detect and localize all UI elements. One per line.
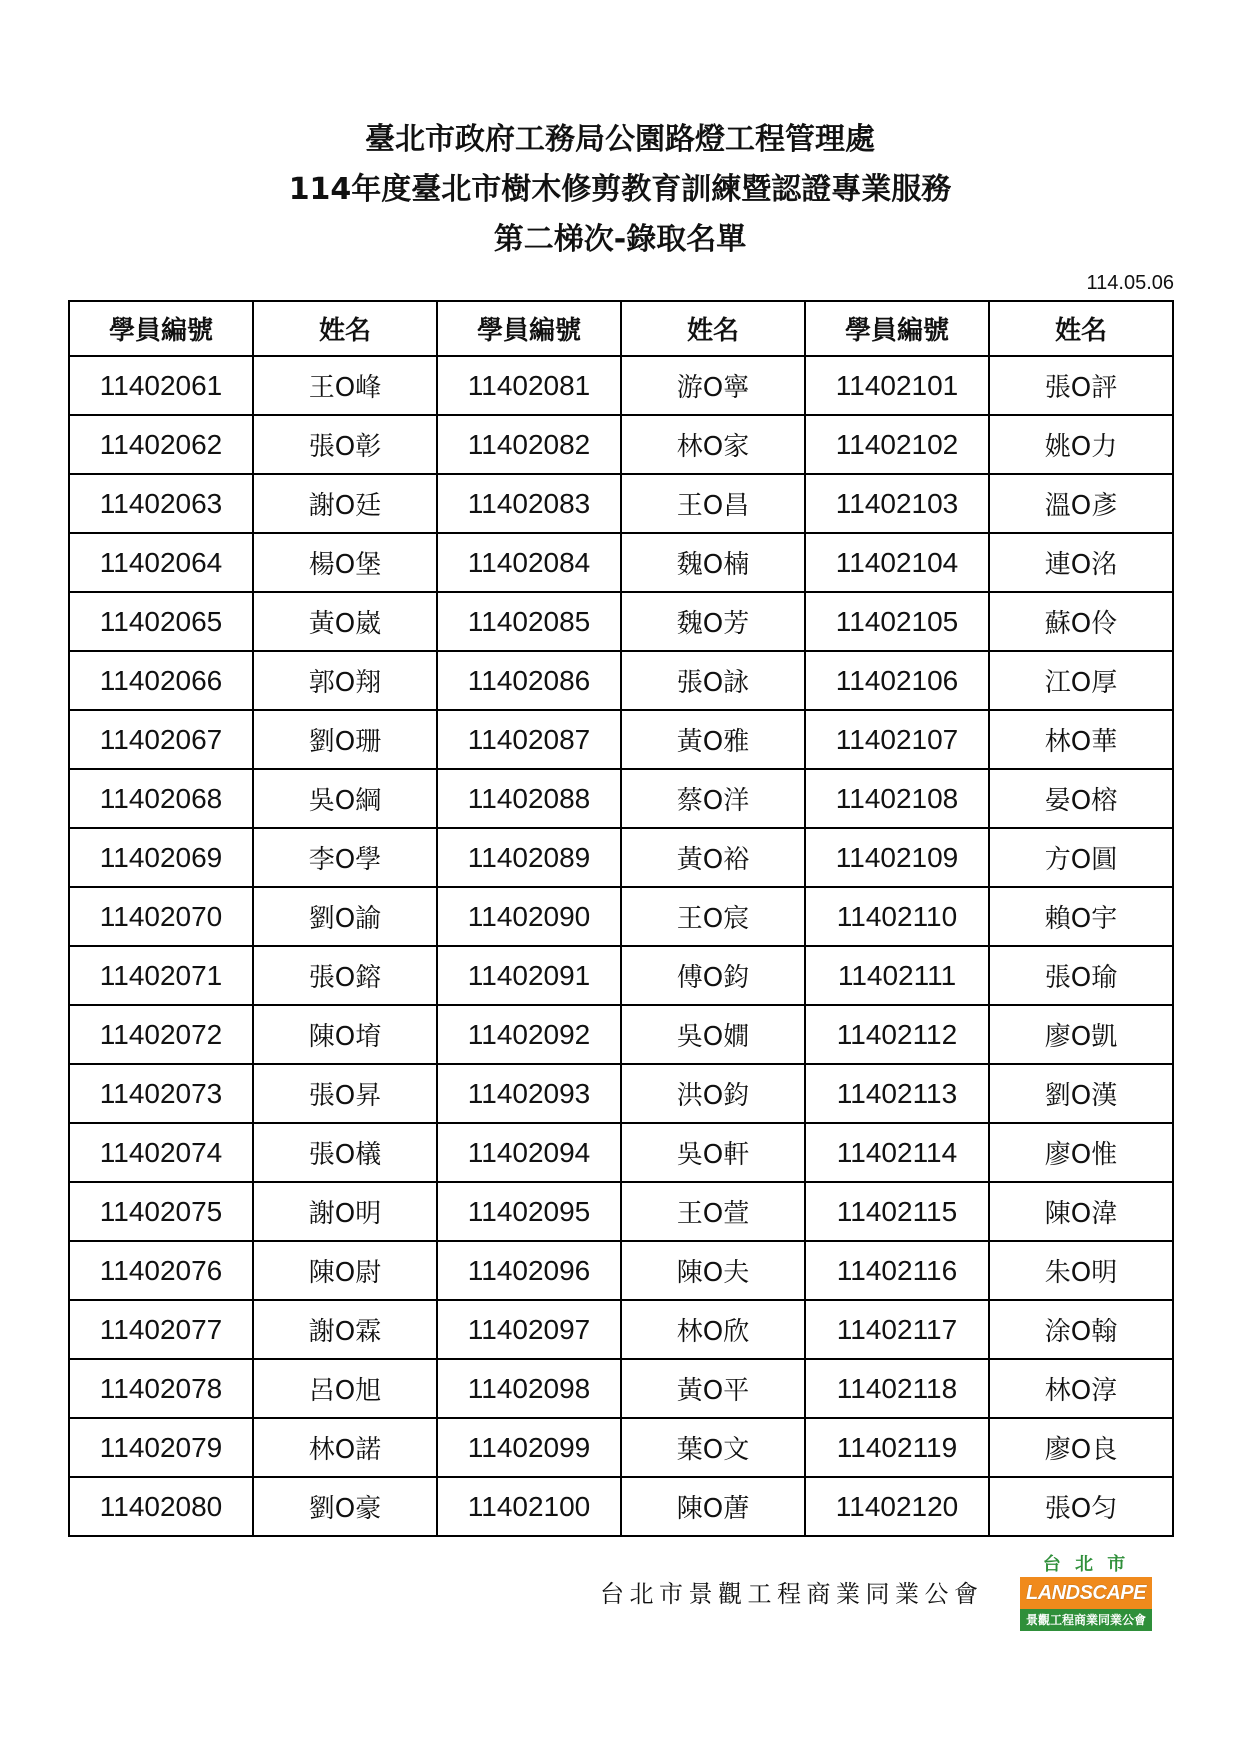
- student-name-cell: 呂O旭: [253, 1359, 437, 1418]
- student-id-cell: 11402066: [69, 651, 253, 710]
- table-row: [69, 533, 1173, 592]
- student-id-cell: 11402113: [805, 1064, 989, 1123]
- student-name-cell: 晏O榕: [989, 769, 1173, 828]
- student-id-cell: 11402114: [805, 1123, 989, 1182]
- student-name-cell: 張O昇: [253, 1064, 437, 1123]
- document-date: 114.05.06: [1086, 272, 1174, 294]
- student-name-cell: 劉O珊: [253, 710, 437, 769]
- student-id-cell: 11402105: [805, 592, 989, 651]
- student-id-cell: 11402087: [437, 710, 621, 769]
- student-name-cell: 陳O堉: [253, 1005, 437, 1064]
- student-id-cell: 11402108: [805, 769, 989, 828]
- table-row: [69, 1123, 1173, 1182]
- student-id-cell: 11402062: [69, 415, 253, 474]
- table-body: [69, 356, 1173, 1536]
- student-id-cell: 11402079: [69, 1418, 253, 1477]
- student-id-cell: 11402074: [69, 1123, 253, 1182]
- student-name-cell: 黃O裕: [621, 828, 805, 887]
- student-name-cell: 張O鎔: [253, 946, 437, 1005]
- student-name-cell: 吳O軒: [621, 1123, 805, 1182]
- student-id-cell: 11402082: [437, 415, 621, 474]
- student-name-cell: 連O洺: [989, 533, 1173, 592]
- table-row: [69, 356, 1173, 415]
- student-name-cell: 謝O廷: [253, 474, 437, 533]
- student-id-cell: 11402119: [805, 1418, 989, 1477]
- student-name-cell: 王O萱: [621, 1182, 805, 1241]
- student-id-cell: 11402072: [69, 1005, 253, 1064]
- header-row: [69, 301, 1173, 356]
- student-name-cell: 洪O鈞: [621, 1064, 805, 1123]
- student-id-cell: 11402097: [437, 1300, 621, 1359]
- student-name-cell: 李O學: [253, 828, 437, 887]
- header-student-id: 學員編號: [437, 301, 621, 356]
- admission-list-table: [68, 300, 1174, 1537]
- student-id-cell: 11402090: [437, 887, 621, 946]
- student-name-cell: 蘇O伶: [989, 592, 1173, 651]
- table-row: [69, 710, 1173, 769]
- student-id-cell: 11402107: [805, 710, 989, 769]
- student-id-cell: 11402117: [805, 1300, 989, 1359]
- table-header: [69, 301, 1173, 356]
- student-name-cell: 葉O文: [621, 1418, 805, 1477]
- student-id-cell: 11402075: [69, 1182, 253, 1241]
- student-name-cell: 張O彰: [253, 415, 437, 474]
- student-name-cell: 謝O霖: [253, 1300, 437, 1359]
- table-row: [69, 1064, 1173, 1123]
- footer-organization: 台北市景觀工程商業同業公會: [600, 1580, 984, 1608]
- student-id-cell: 11402064: [69, 533, 253, 592]
- table-row: [69, 651, 1173, 710]
- table-row: [69, 769, 1173, 828]
- student-name-cell: 廖O良: [989, 1418, 1173, 1477]
- header-student-id: 學員編號: [69, 301, 253, 356]
- table-row: [69, 1477, 1173, 1536]
- student-name-cell: 傅O鈞: [621, 946, 805, 1005]
- student-id-cell: 11402098: [437, 1359, 621, 1418]
- student-id-cell: 11402096: [437, 1241, 621, 1300]
- student-name-cell: 魏O楠: [621, 533, 805, 592]
- student-name-cell: 王O宸: [621, 887, 805, 946]
- student-name-cell: 張O瑜: [989, 946, 1173, 1005]
- student-id-cell: 11402116: [805, 1241, 989, 1300]
- student-id-cell: 11402101: [805, 356, 989, 415]
- table-row: [69, 1241, 1173, 1300]
- student-id-cell: 11402089: [437, 828, 621, 887]
- student-id-cell: 11402078: [69, 1359, 253, 1418]
- table-row: [69, 1300, 1173, 1359]
- student-id-cell: 11402110: [805, 887, 989, 946]
- student-name-cell: 謝O明: [253, 1182, 437, 1241]
- table-row: [69, 828, 1173, 887]
- table-row: [69, 592, 1173, 651]
- table-row: [69, 474, 1173, 533]
- student-id-cell: 11402111: [805, 946, 989, 1005]
- student-id-cell: 11402085: [437, 592, 621, 651]
- student-id-cell: 11402100: [437, 1477, 621, 1536]
- student-id-cell: 11402088: [437, 769, 621, 828]
- student-id-cell: 11402102: [805, 415, 989, 474]
- student-name-cell: 魏O芳: [621, 592, 805, 651]
- student-id-cell: 11402099: [437, 1418, 621, 1477]
- student-id-cell: 11402070: [69, 887, 253, 946]
- student-name-cell: 劉O漢: [989, 1064, 1173, 1123]
- student-id-cell: 11402061: [69, 356, 253, 415]
- student-id-cell: 11402077: [69, 1300, 253, 1359]
- student-id-cell: 11402076: [69, 1241, 253, 1300]
- student-name-cell: 涂O翰: [989, 1300, 1173, 1359]
- table-row: [69, 1359, 1173, 1418]
- student-name-cell: 劉O豪: [253, 1477, 437, 1536]
- document-title: 臺北市政府工務局公園路燈工程管理處: [365, 122, 875, 157]
- student-id-cell: 11402091: [437, 946, 621, 1005]
- student-id-cell: 11402083: [437, 474, 621, 533]
- student-name-cell: 王O昌: [621, 474, 805, 533]
- student-id-cell: 11402112: [805, 1005, 989, 1064]
- student-id-cell: 11402103: [805, 474, 989, 533]
- student-id-cell: 11402081: [437, 356, 621, 415]
- student-name-cell: 蔡O洋: [621, 769, 805, 828]
- student-id-cell: 11402073: [69, 1064, 253, 1123]
- student-id-cell: 11402118: [805, 1359, 989, 1418]
- student-id-cell: 11402109: [805, 828, 989, 887]
- student-id-cell: 11402071: [69, 946, 253, 1005]
- student-name-cell: 江O厚: [989, 651, 1173, 710]
- student-name-cell: 姚O力: [989, 415, 1173, 474]
- logo-association-text: 景觀工程商業同業公會: [1020, 1609, 1152, 1631]
- student-name-cell: 林O家: [621, 415, 805, 474]
- student-name-cell: 張O匀: [989, 1477, 1173, 1536]
- table-row: [69, 887, 1173, 946]
- student-name-cell: 楊O堡: [253, 533, 437, 592]
- student-name-cell: 溫O彥: [989, 474, 1173, 533]
- student-name-cell: 張O檥: [253, 1123, 437, 1182]
- student-name-cell: 游O寧: [621, 356, 805, 415]
- student-id-cell: 11402094: [437, 1123, 621, 1182]
- student-id-cell: 11402115: [805, 1182, 989, 1241]
- student-name-cell: 黃O崴: [253, 592, 437, 651]
- logo-city-text: 台 北 市: [1042, 1554, 1130, 1575]
- header-name: 姓名: [989, 301, 1173, 356]
- student-id-cell: 11402120: [805, 1477, 989, 1536]
- header-name: 姓名: [253, 301, 437, 356]
- student-id-cell: 11402095: [437, 1182, 621, 1241]
- student-id-cell: 11402084: [437, 533, 621, 592]
- student-name-cell: 陳O夫: [621, 1241, 805, 1300]
- student-id-cell: 11402093: [437, 1064, 621, 1123]
- student-id-cell: 11402068: [69, 769, 253, 828]
- table-row: [69, 1182, 1173, 1241]
- table-row: [69, 946, 1173, 1005]
- student-name-cell: 劉O諭: [253, 887, 437, 946]
- student-name-cell: 陳O尉: [253, 1241, 437, 1300]
- student-name-cell: 吳O綱: [253, 769, 437, 828]
- student-name-cell: 林O諾: [253, 1418, 437, 1477]
- student-name-cell: 賴O宇: [989, 887, 1173, 946]
- student-name-cell: 廖O惟: [989, 1123, 1173, 1182]
- table-row: [69, 1418, 1173, 1477]
- student-name-cell: 郭O翔: [253, 651, 437, 710]
- association-logo: [1020, 1553, 1152, 1631]
- header-student-id: 學員編號: [805, 301, 989, 356]
- student-name-cell: 林O華: [989, 710, 1173, 769]
- student-name-cell: 陳O湋: [989, 1182, 1173, 1241]
- student-id-cell: 11402104: [805, 533, 989, 592]
- student-id-cell: 11402063: [69, 474, 253, 533]
- student-id-cell: 11402069: [69, 828, 253, 887]
- student-name-cell: 吳O嫺: [621, 1005, 805, 1064]
- header-name: 姓名: [621, 301, 805, 356]
- student-name-cell: 林O欣: [621, 1300, 805, 1359]
- student-id-cell: 11402092: [437, 1005, 621, 1064]
- table-row: [69, 415, 1173, 474]
- student-name-cell: 王O峰: [253, 356, 437, 415]
- logo-landscape-text: LANDSCAPE: [1020, 1577, 1152, 1609]
- student-name-cell: 黃O平: [621, 1359, 805, 1418]
- student-name-cell: 廖O凱: [989, 1005, 1173, 1064]
- student-name-cell: 黃O雅: [621, 710, 805, 769]
- student-name-cell: 張O詠: [621, 651, 805, 710]
- student-name-cell: 張O評: [989, 356, 1173, 415]
- student-name-cell: 朱O明: [989, 1241, 1173, 1300]
- document-subtitle: 114年度臺北市樹木修剪教育訓練暨認證專業服務: [288, 172, 952, 207]
- student-id-cell: 11402067: [69, 710, 253, 769]
- table-row: [69, 1005, 1173, 1064]
- student-id-cell: 11402080: [69, 1477, 253, 1536]
- list-title: 第二梯次-錄取名單: [493, 222, 747, 257]
- student-id-cell: 11402086: [437, 651, 621, 710]
- student-id-cell: 11402065: [69, 592, 253, 651]
- student-id-cell: 11402106: [805, 651, 989, 710]
- student-name-cell: 林O淳: [989, 1359, 1173, 1418]
- student-name-cell: 方O圓: [989, 828, 1173, 887]
- student-name-cell: 陳O蓎: [621, 1477, 805, 1536]
